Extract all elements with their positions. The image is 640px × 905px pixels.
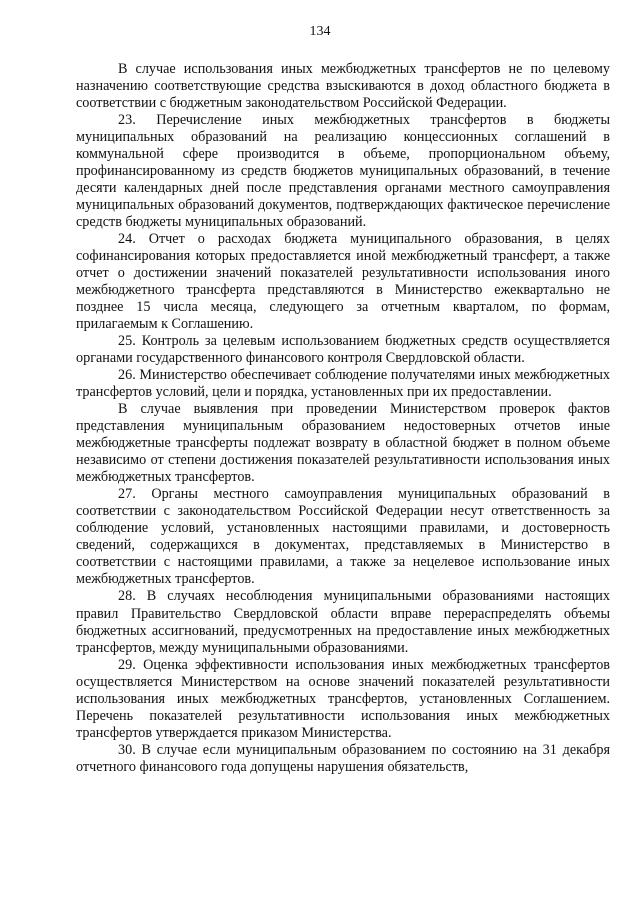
paragraph-26-compliance: 26. Министерство обеспечивает соблюдение получателями иных межбюджетных трансфертов условий, цели и порядка, установленных при их предоставлении. (76, 367, 610, 401)
paragraph-28-redistribution: 28. В случаях несоблюдения муниципальными образованиями настоящих правил Правительство Свердловской области вправе перераспределять объемы бюджетных ассигнований, предусмотренных на предоставление иных межбюджетных трансфертов, между муниципальными образованиями. (76, 588, 610, 656)
page-number: 134 (309, 24, 331, 39)
paragraph-24-expense-report: 24. Отчет о расходах бюджета муниципального образования, в целях софинансирования которых предоставляется иной межбюджетный трансферт, а также отчет о достижении значений показателей результативности использования иного межбюджетного трансферта представляются в Министерство ежеквартально не позднее 15 числа месяца, следующего за отчетным кварталом, по формам, прилагаемым к Соглашению. (76, 231, 610, 333)
paragraph-29-efficiency: 29. Оценка эффективности использования иных межбюджетных трансфертов осуществляется Министерством на основе значений показателей результативности использования иных межбюджетных трансфертов, установленных Соглашением. Перечень показателей результативности использования иных межбюджетных трансфертов утверждается приказом Министерства. (76, 656, 610, 741)
paragraph-23-transfer-concession: 23. Перечисление иных межбюджетных трансфертов в бюджеты муниципальных образований на реализацию концессионных соглашений в коммунальной сфере производится в объеме, пропорциональном объему, профинансированному из средств бюджетов муниципальных образований, в течение десяти календарных дней после представления органами местного самоуправления муниципальных образований документов, подтверждающих фактическое перечисление средств бюджеты муниципальных образований. (76, 112, 610, 231)
paragraph-unreliable-reports: В случае выявления при проведении Министерством проверок фактов представления муниципальным образованием недостоверных отчетов иные межбюджетные трансферты подлежат возврату в областной бюджет в полном объеме независимо от степени достижения показателей результативности использования иных межбюджетных трансфертов. (76, 401, 610, 486)
paragraph-25-control: 25. Контроль за целевым использованием бюджетных средств осуществляется органами государственного финансового контроля Свердловской области. (76, 333, 610, 367)
paragraph-misuse-recovery: В случае использования иных межбюджетных трансфертов не по целевому назначению соответствующие средства взыскиваются в доход областного бюджета в соответствии с бюджетным законодательством Российской Федерации. (76, 61, 610, 112)
document-body (76, 61, 610, 776)
paragraph-27-responsibility: 27. Органы местного самоуправления муниципальных образований в соответствии с законодательством Российской Федерации несут ответственность за соблюдение условий, установленных настоящими правилами, и достоверность сведений, содержащихся в документах, представляемых в Министерство в соответствии с настоящими правилами, а также за нецелевое использование иных межбюджетных трансфертов. (76, 486, 610, 588)
paragraph-30-violations: 30. В случае если муниципальным образованием по состоянию на 31 декабря отчетного финансового года допущены нарушения обязательств, (76, 741, 610, 775)
